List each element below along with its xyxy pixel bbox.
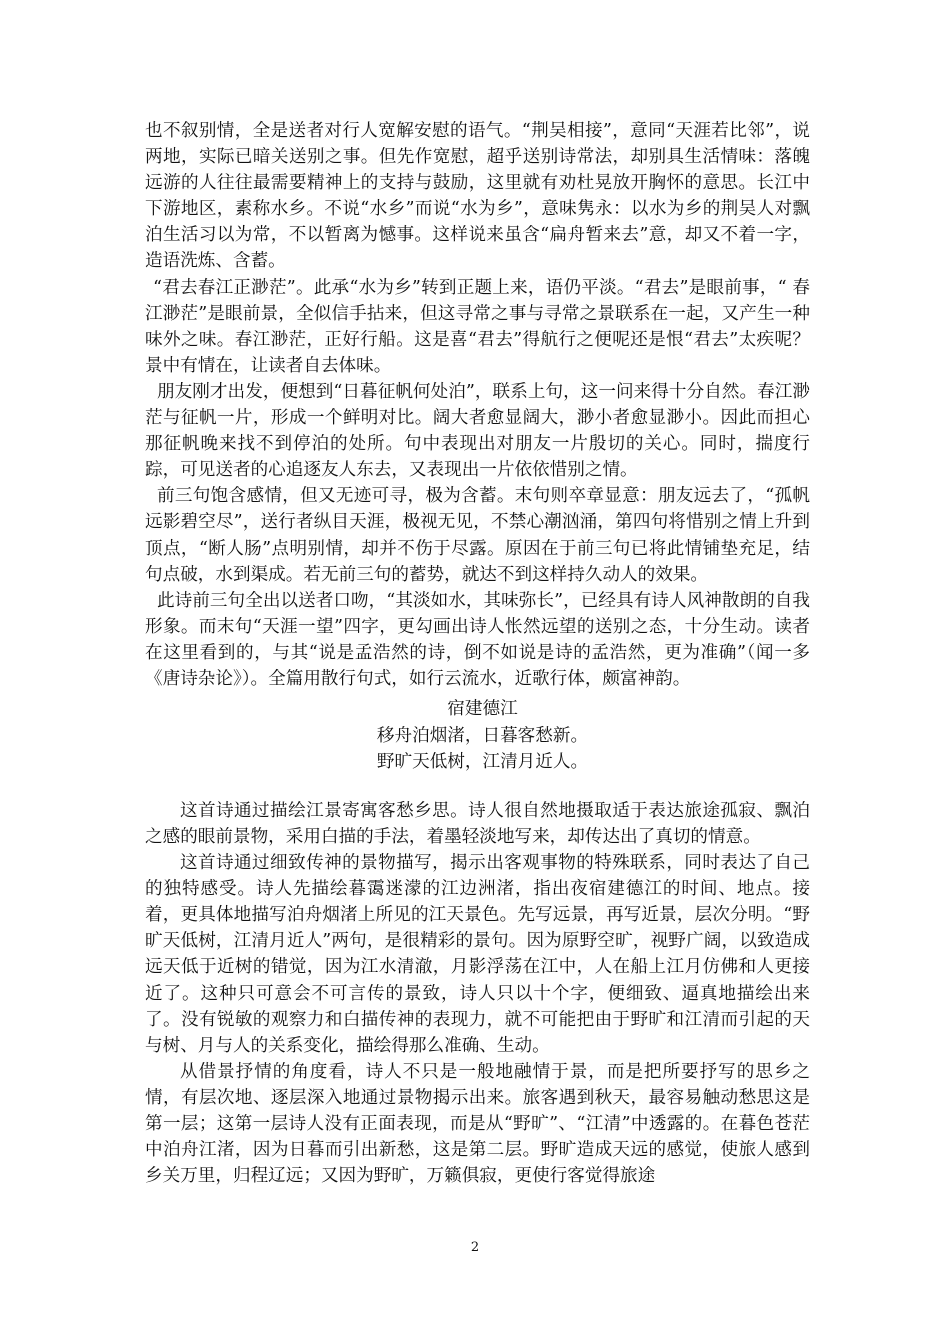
paragraph-5: 此诗前三句全出以送者口吻，“其淡如水，其味弥长”，已经具有诗人风神散朗的自我形象。而末句“天涯一望”四字，更勾画出诗人怅然远望的送别之态，十分生动。读者在这里看到的，与其“说是孟浩然的诗，倒不如说是诗的孟浩然，更为准确”（闻一多《唐诗杂论》）。全篇用散行句式，如行云流水，近歌行体，颇富神韵。: [145, 590, 810, 689]
spacer: [145, 776, 810, 798]
page-number: 2: [470, 1240, 480, 1255]
poem-title: 宿建德江: [447, 699, 518, 720]
paragraph-1: 也不叙别情，全是送者对行人宽解安慰的语气。“荆吴相接”，意同“天涯若比邻”，说两地，实际已暗关送别之事。但先作宽慰，超乎送别诗常法，却别具生活情味：落魄远游的人往往最需要精神上的支持与鼓励，这里就有劝杜晃放开胸怀的意思。长江中下游地区，素称水乡。不说“水乡”而说“水为乡”，意味隽永：以水为乡的荆吴人对飘泊生活习以为常，不以暂离为憾事。这样说来虽含“扁舟暂来去”意，却又不着一字，造语洗炼、含蓄。: [145, 121, 810, 272]
document-body: [145, 118, 810, 1189]
paragraph-4: 前三句饱含感情，但又无迹可寻，极为含蓄。末句则卒章显意：朋友远去了，“孤帆远影碧空尽”，送行者纵目天涯，极视无见，不禁心潮汹涌，第四句将惜别之情上升到顶点，“断人肠”点明别情，却并不伤于尽露。原因在于前三句已将此情铺垫充足，结句点破，水到渠成。若无前三句的蓄势，就达不到这样持久动人的效果。: [145, 486, 810, 585]
paragraph-7: 这首诗通过细致传神的景物描写，揭示出客观事物的特殊联系，同时表达了自己的独特感受。诗人先描绘暮霭迷濛的江边洲渚，指出夜宿建德江的时间、地点。接着，更具体地描写泊舟烟渚上所见的江天景色。先写远景，再写近景，层次分明。“野旷天低树，江清月近人”两句，是很精彩的景句。因为原野空旷，视野广阔，以致造成远天低于近树的错觉，因为江水清澈，月影浮荡在江中，人在船上江月仿佛和人更接近了。这种只可意会不可言传的景致，诗人只以十个字，便细致、逼真地描绘出来了。没有锐敏的观察力和白描传神的表现力，就不可能把由于野旷和江清而引起的天与树、月与人的关系变化，描绘得那么准确、生动。: [145, 853, 810, 1056]
paragraph-6: 这首诗通过描绘江景寄寓客愁乡思。诗人很自然地摄取适于表达旅途孤寂、飘泊之感的眼前景物，采用白描的手法，着墨轻淡地写来，却传达出了真切的情意。: [145, 800, 810, 847]
paragraph-3: 朋友刚才出发，便想到“日暮征帆何处泊”，联系上句，这一问来得十分自然。春江渺茫与征帆一片，形成一个鲜明对比。阔大者愈显阔大，渺小者愈显渺小。因此而担心那征帆晚来找不到停泊的处所。句中表现出对朋友一片殷切的关心。同时，揣度行踪，可见送者的心追逐友人东去，又表现出一片依依惜别之情。: [145, 381, 810, 481]
paragraph-8: 从借景抒情的角度看，诗人不只是一般地融情于景，而是把所要抒写的思乡之情，有层次地、逐层深入地通过景物揭示出来。旅客遇到秋天，最容易触动愁思这是第一层；这第一层诗人没有正面表现，而是从“野旷”、“江清”中透露的。在暮色苍茫中泊舟江渚，因为日暮而引出新愁，这是第二层。野旷造成天远的感觉，使旅人感到乡关万里，归程辽远；又因为野旷，万籁俱寂，更使行客觉得旅途: [145, 1061, 810, 1187]
poem-line-2: 野旷天低树，江清月近人。: [376, 752, 589, 773]
paragraph-2: “君去春江正渺茫”。此承“水为乡”转到正题上来，语仍平淡。“君去”是眼前事，“ 春江渺茫”是眼前景，全似信手拈来，但这寻常之事与寻常之景联系在一起，又产生一种味外之味。春江渺茫，正好行船。这是喜“君去”得航行之便呢还是恨“君去”太疾呢？景中有情在，让读者自去体味。: [145, 277, 810, 376]
poem-line-1: 移舟泊烟渚，日暮客愁新。: [376, 725, 589, 746]
poem-block: [145, 696, 810, 776]
